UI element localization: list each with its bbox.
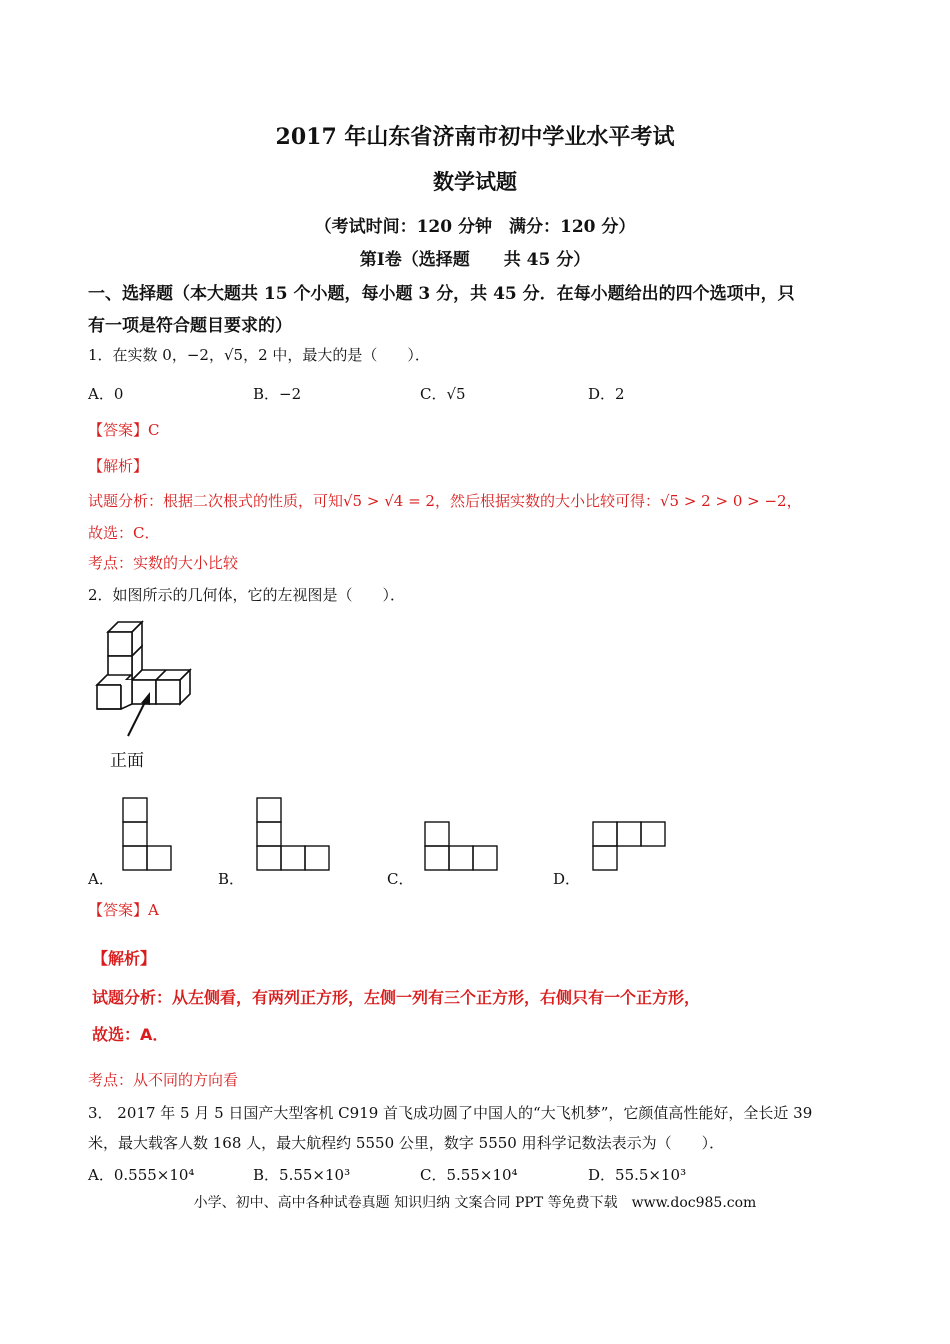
- q3-option-d: D．55.5×10³: [588, 1166, 687, 1184]
- q2-option-a-label: A．: [88, 870, 114, 888]
- part-heading: 第Ⅰ卷（选择题 共 45 分）: [359, 250, 591, 270]
- q1-analysis-line2: 故选：C．: [88, 524, 160, 542]
- q1-option-c: C．√5: [420, 385, 466, 403]
- q1-knowledge-point: 考点：实数的大小比较: [88, 554, 239, 572]
- section-heading-line1: 一、选择题（本大题共 15 个小题，每小题 3 分，共 45 分．在每小题给出的四个选项中，只: [88, 284, 795, 304]
- exam-title: 2017 年山东省济南市初中学业水平考试: [275, 124, 675, 150]
- figure-front-label: 正面: [110, 751, 144, 771]
- q2-analysis-label: 【解析】: [92, 949, 157, 968]
- q3-option-c: C．5.55×10⁴: [420, 1166, 518, 1184]
- q2-option-a-view: [122, 797, 174, 871]
- q2-option-c-label: C．: [387, 870, 414, 888]
- q2-option-d-view: [592, 821, 668, 871]
- q1-analysis-line1: 试题分析：根据二次根式的性质，可知√5 > √4 = 2，然后根据实数的大小比较可得：√5 > 2 > 0 > −2，: [88, 492, 802, 510]
- q1-option-d: D．2: [588, 385, 625, 403]
- q3-option-a: A．0.555×10⁴: [88, 1166, 195, 1184]
- section-heading-line2: 有一项是符合题目要求的）: [88, 316, 292, 336]
- q1-option-a: A．0: [88, 385, 124, 403]
- q1-answer: 【答案】C: [88, 421, 160, 439]
- q2-analysis-line2: 故选：A．: [92, 1025, 169, 1044]
- q1-stem: 1．在实数 0，−2，√5，2 中，最大的是（ ）．: [88, 346, 430, 364]
- q3-stem-line1: 3． 2017 年 5 月 5 日国产大型客机 C919 首飞成功圆了中国人的“大飞机梦”，它颜值高性能好，全长近 39: [88, 1104, 813, 1122]
- arrow-icon: [120, 690, 160, 740]
- exam-subtitle: 数学试题: [433, 169, 517, 194]
- q2-option-d-label: D．: [553, 870, 581, 888]
- exam-info: （考试时间：120 分钟 满分：120 分）: [314, 217, 636, 237]
- q3-stem-line2: 米，最大载客人数 168 人，最大航程约 5550 公里，数字 5550 用科学记数法表示为（ ）．: [88, 1134, 725, 1152]
- page-footer: 小学、初中、高中各种试卷真题 知识归纳 文案合同 PPT 等免费下载 www.doc985.com: [193, 1195, 757, 1211]
- q1-analysis-label: 【解析】: [88, 457, 149, 475]
- q2-answer: 【答案】A: [88, 901, 159, 919]
- q1-option-b: B．−2: [253, 385, 302, 403]
- q2-knowledge-point: 考点：从不同的方向看: [88, 1071, 239, 1089]
- q2-stem: 2．如图所示的几何体，它的左视图是（ ）．: [88, 586, 406, 604]
- q3-option-b: B．5.55×10³: [253, 1166, 351, 1184]
- q2-option-b-view: [256, 797, 332, 871]
- q2-option-c-view: [424, 821, 500, 871]
- q2-analysis-line1: 试题分析：从左侧看，有两列正方形，左侧一列有三个正方形，右侧只有一个正方形，: [92, 988, 701, 1007]
- q2-option-b-label: B．: [218, 870, 245, 888]
